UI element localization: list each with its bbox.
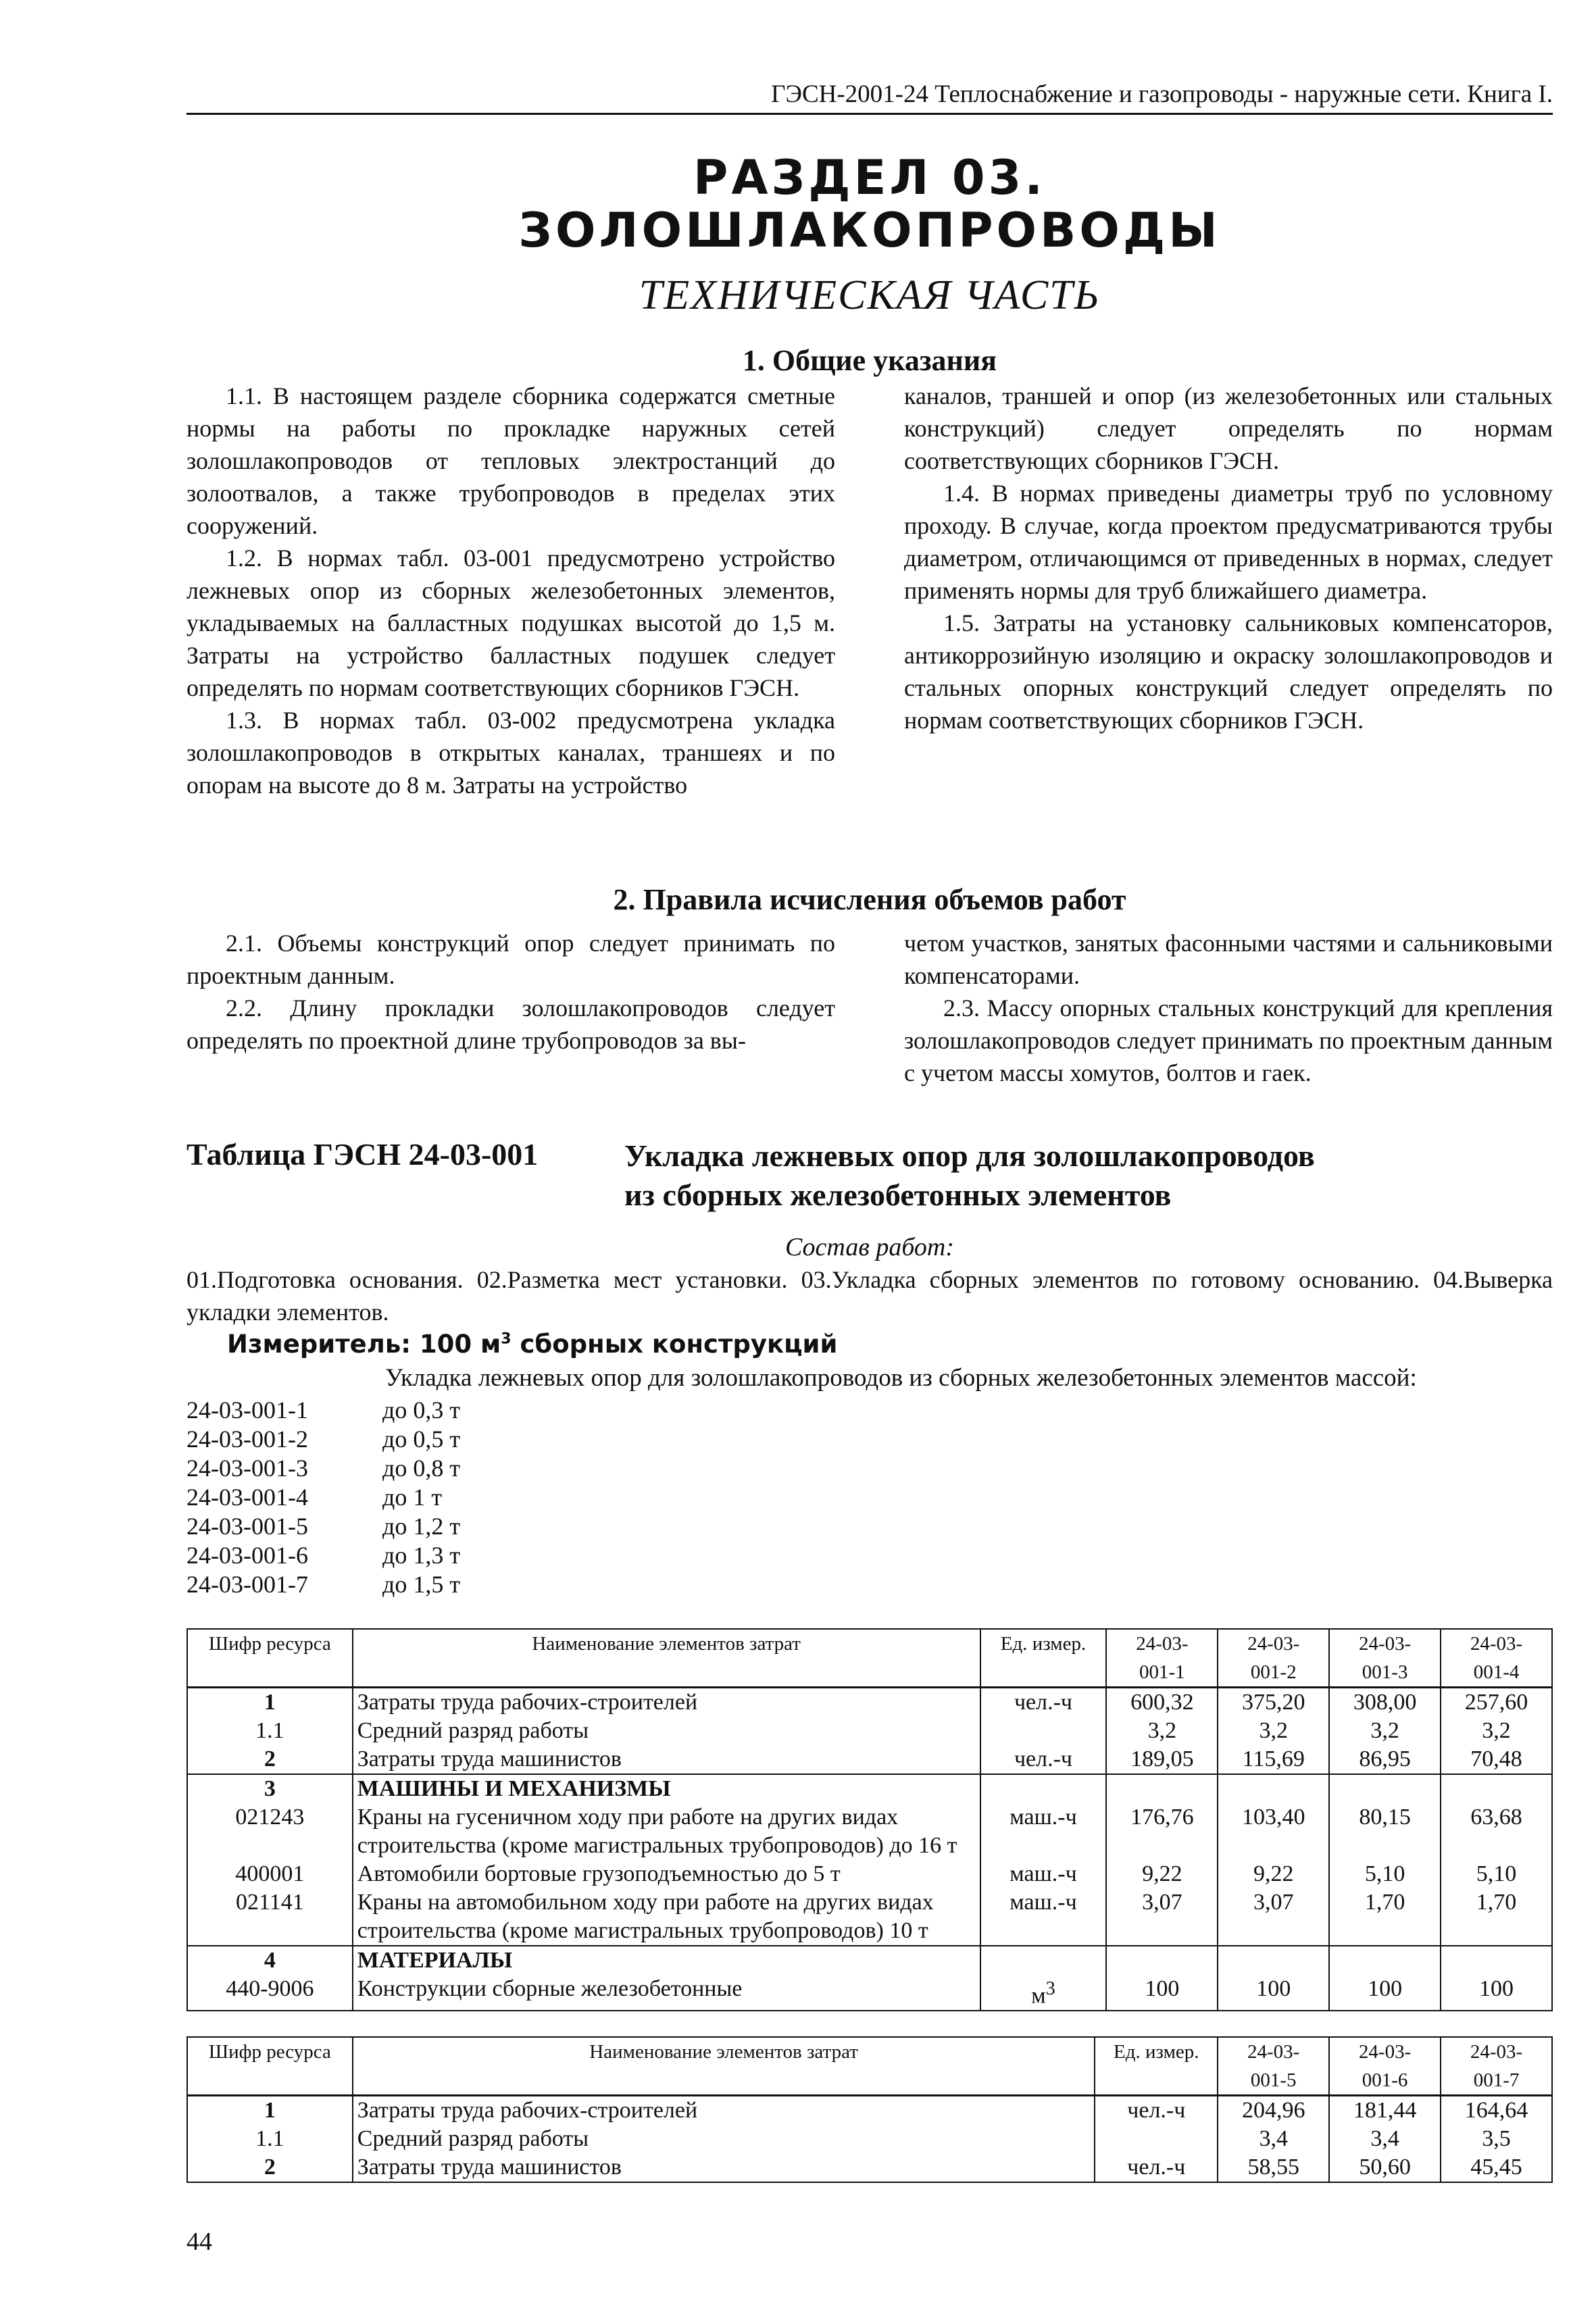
- header-col-4-b: 001-4: [1473, 1661, 1520, 1683]
- cell-code: 3: [187, 1774, 353, 1803]
- header-col-5-b: 001-5: [1250, 2069, 1297, 2091]
- cell-value: 176,76: [1106, 1803, 1218, 1860]
- works-title: Состав работ:: [784, 1233, 955, 1261]
- paragraph-2-3: 2.3. Массу опорных стальных конструкций для крепления золошлакопроводов следует принимать по проектным данным с учетом массы хомутов, болтов и гаек.: [904, 995, 1553, 1086]
- measure-tail: сборных конструкций: [511, 1330, 838, 1359]
- cell-value: 70,48: [1441, 1745, 1552, 1774]
- header-unit: Ед. измер.: [1095, 2037, 1218, 2096]
- general-text: [186, 380, 1553, 801]
- code: 24-03-001-6: [186, 1542, 308, 1569]
- header-col-2-a: 24-03-: [1247, 1633, 1300, 1655]
- header-col-5-a: 24-03-: [1247, 2041, 1300, 2063]
- table-row: [187, 1688, 1552, 1717]
- measure-label: Измеритель: 100 м: [227, 1330, 501, 1359]
- code: 24-03-001-7: [186, 1571, 308, 1598]
- cell-name: Средний разряд работы: [353, 1717, 980, 1745]
- header-col-7-b: 001-7: [1473, 2069, 1520, 2091]
- code: 24-03-001-5: [186, 1513, 308, 1540]
- table-group-row: [187, 1774, 1552, 1803]
- cell-value: 189,05: [1106, 1745, 1218, 1774]
- resource-table-1: [186, 1628, 1553, 2011]
- paragraph-2-2: 2.2. Длину прокладки золошлакопроводов следует определять по проектной длине трубопроводов за вы-: [186, 995, 835, 1054]
- cell-unit: чел.-ч: [1095, 2096, 1218, 2126]
- header-col-4-a: 24-03-: [1470, 1633, 1523, 1655]
- paragraph-2-2-cont: четом участков, занятых фасонными частями и сальниковыми компенсаторами.: [904, 930, 1553, 989]
- cell-code: 2: [187, 1745, 353, 1774]
- code: 24-03-001-4: [186, 1484, 308, 1511]
- header-col-4: [1441, 1629, 1552, 1688]
- works-list: 01.Подготовка основания. 02.Разметка мест установки. 03.Укладка сборных элементов по готовому основанию. 04.Выверка укладки элементов.: [186, 1266, 1553, 1326]
- table-row: [187, 1803, 1552, 1860]
- table-intro: Укладка лежневых опор для золошлакопроводов из сборных железобетонных элементов массой:: [385, 1364, 1417, 1392]
- cell-unit: [980, 1975, 1107, 2011]
- cell-value: 100: [1218, 1975, 1329, 2011]
- resource-table-2: [186, 2036, 1553, 2183]
- table-name-line-2: из сборных железобетонных элементов: [624, 1178, 1172, 1212]
- header-col-6-a: 24-03-: [1358, 2041, 1412, 2063]
- rules-text: [186, 927, 1553, 1089]
- cell-unit: чел.-ч: [980, 1688, 1107, 1717]
- general-right-column: [904, 380, 1553, 801]
- header-col-3-a: 24-03-: [1358, 1633, 1412, 1655]
- cell-code: 1.1: [187, 2125, 353, 2153]
- code-desc: до 1,5 т: [382, 1571, 461, 1598]
- cell-value: 1,70: [1441, 1888, 1552, 1946]
- code-list: [186, 1396, 460, 1599]
- cell-code: 021243: [187, 1803, 353, 1860]
- cell-code: 1.1: [187, 1717, 353, 1745]
- group-title: МАШИНЫ И МЕХАНИЗМЫ: [353, 1774, 980, 1803]
- cell-value: 86,95: [1329, 1745, 1441, 1774]
- header-col-6-b: 001-6: [1362, 2069, 1408, 2091]
- cell-value: 100: [1329, 1975, 1441, 2011]
- code-row: [186, 1454, 460, 1483]
- cell-value: 100: [1441, 1975, 1552, 2011]
- section-number: РАЗДЕЛ 03.: [693, 150, 1046, 205]
- code-row: [186, 1483, 460, 1512]
- cell-name: Затраты труда рабочих-строителей: [353, 1688, 980, 1717]
- cell-value: 204,96: [1218, 2096, 1329, 2126]
- section-title: ЗОЛОШЛАКОПРОВОДЫ: [518, 203, 1221, 258]
- rules-heading: 2. Правила исчисления объемов работ: [613, 883, 1126, 916]
- measure: [227, 1330, 837, 1359]
- cell-name: [353, 1803, 980, 1860]
- cell-code: 400001: [187, 1860, 353, 1888]
- cell-code: 2: [187, 2153, 353, 2182]
- header-col-3: [1329, 1629, 1441, 1688]
- cell-unit: чел.-ч: [980, 1745, 1107, 1774]
- table-row: [187, 2096, 1552, 2126]
- general-heading: 1. Общие указания: [742, 344, 997, 377]
- cell-value: 181,44: [1329, 2096, 1441, 2126]
- paragraph-1-1: 1.1. В настоящем разделе сборника содержатся сметные нормы на работы по прокладке наружных сетей золошлакопроводов от тепловых электростанций до золоотвалов, а также трубопроводов в пределах этих сооружений.: [186, 382, 835, 539]
- unit-sup: 3: [1045, 1978, 1055, 1999]
- code-desc: до 1 т: [382, 1484, 443, 1511]
- header-code: Шифр ресурса: [187, 1629, 353, 1688]
- code-row: [186, 1570, 460, 1599]
- cell-value: 257,60: [1441, 1688, 1552, 1717]
- table-name-line-1: Укладка лежневых опор для золошлакопроводов: [624, 1138, 1315, 1173]
- cell-code: 021141: [187, 1888, 353, 1946]
- header-col-3-b: 001-3: [1362, 1661, 1408, 1683]
- paragraph-1-4: 1.4. В нормах приведены диаметры труб по условному проходу. В случае, когда проектом предусматриваются трубы диаметром, отличающимся от приведенных в нормах, следует применять нормы для труб ближайшего диаметра.: [904, 480, 1553, 604]
- cell-empty: [1441, 1774, 1552, 1803]
- table-group-row: [187, 1946, 1552, 1975]
- paragraph-2-1: 2.1. Объемы конструкций опор следует принимать по проектным данным.: [186, 930, 835, 989]
- cell-value: 375,20: [1218, 1688, 1329, 1717]
- table-row: [187, 2125, 1552, 2153]
- paragraph-1-3: 1.3. В нормах табл. 03-002 предусмотрена укладка золошлакопроводов в открытых каналах, траншеях и по опорам на высоте до 8 м. Затраты на устройство: [186, 707, 835, 799]
- code: 24-03-001-2: [186, 1426, 308, 1453]
- cell-value: 80,15: [1329, 1803, 1441, 1860]
- header-code: Шифр ресурса: [187, 2037, 353, 2096]
- cell-code: 1: [187, 2096, 353, 2126]
- cell-unit: [1095, 2125, 1218, 2153]
- header-col-1-b: 001-1: [1139, 1661, 1185, 1683]
- rules-left-column: [186, 927, 835, 1089]
- cell-empty: [1106, 1774, 1218, 1803]
- cell-value: 3,07: [1106, 1888, 1218, 1946]
- table-row: [187, 1888, 1552, 1946]
- code-row: [186, 1396, 460, 1425]
- cell-value: 3,4: [1329, 2125, 1441, 2153]
- cell-value: 50,60: [1329, 2153, 1441, 2182]
- cell-unit: маш.-ч: [980, 1888, 1107, 1946]
- cell-unit: маш.-ч: [980, 1803, 1107, 1860]
- general-left-column: [186, 380, 835, 801]
- header-col-7-a: 24-03-: [1470, 2041, 1523, 2063]
- code-desc: до 1,3 т: [382, 1542, 461, 1569]
- cell-value: 3,07: [1218, 1888, 1329, 1946]
- cell-unit: чел.-ч: [1095, 2153, 1218, 2182]
- cell-value: 5,10: [1329, 1860, 1441, 1888]
- cell-value: 3,2: [1218, 1717, 1329, 1745]
- cell-empty: [1106, 1946, 1218, 1975]
- cell-value: 1,70: [1329, 1888, 1441, 1946]
- code-desc: до 0,3 т: [382, 1397, 461, 1424]
- cell-name: Затраты труда машинистов: [353, 2153, 1095, 2182]
- cell-value: 9,22: [1106, 1860, 1218, 1888]
- cell-name: Затраты труда рабочих-строителей: [353, 2096, 1095, 2126]
- header-col-2-b: 001-2: [1250, 1661, 1297, 1683]
- header-col-2: [1218, 1629, 1329, 1688]
- cell-value: 3,5: [1441, 2125, 1552, 2153]
- cell-unit: [980, 1717, 1107, 1745]
- table-header-row: [187, 2037, 1552, 2096]
- cell-value: 164,64: [1441, 2096, 1552, 2126]
- cell-empty: [1218, 1774, 1329, 1803]
- code-row: [186, 1541, 460, 1570]
- cell-value: 5,10: [1441, 1860, 1552, 1888]
- paragraph-1-2: 1.2. В нормах табл. 03-001 предусмотрено устройство лежневых опор из сборных железобетонных элементов, укладываемых на балластных подушках высотой до 1,5 м. Затраты на устройство балластных подушек следует определять по нормам соответствующих сборников ГЭСН.: [186, 545, 835, 701]
- cell-name-line-1: Краны на автомобильном ходу при работе на других видах: [357, 1890, 934, 1915]
- code-row: [186, 1425, 460, 1454]
- cell-code: 1: [187, 1688, 353, 1717]
- cell-value: 3,4: [1218, 2125, 1329, 2153]
- cell-name: Автомобили бортовые грузоподъемностью до 5 т: [353, 1860, 980, 1888]
- header-col-1: [1106, 1629, 1218, 1688]
- code: 24-03-001-3: [186, 1455, 308, 1482]
- paragraph-1-5: 1.5. Затраты на установку сальниковых компенсаторов, антикоррозийную изоляцию и окраску золошлакопроводов и стальных опорных конструкций следует определять по нормам соответствующих сборников ГЭСН.: [904, 609, 1553, 734]
- cell-code: 440-9006: [187, 1975, 353, 2011]
- cell-value: 3,2: [1329, 1717, 1441, 1745]
- table-row: [187, 1745, 1552, 1774]
- cell-value: 9,22: [1218, 1860, 1329, 1888]
- table-row: [187, 2153, 1552, 2182]
- cell-name: Средний разряд работы: [353, 2125, 1095, 2153]
- header-col-1-a: 24-03-: [1136, 1633, 1189, 1655]
- cell-unit: маш.-ч: [980, 1860, 1107, 1888]
- table-header-row: [187, 1629, 1552, 1688]
- table-code: Таблица ГЭСН 24-03-001: [186, 1137, 539, 1172]
- code: 24-03-001-1: [186, 1397, 308, 1424]
- cell-empty: [1218, 1946, 1329, 1975]
- table-heading: [186, 1136, 1553, 1217]
- code-row: [186, 1512, 460, 1541]
- header-name: Наименование элементов затрат: [353, 2037, 1095, 2096]
- cell-code: 4: [187, 1946, 353, 1975]
- cell-empty: [1329, 1774, 1441, 1803]
- code-desc: до 1,2 т: [382, 1513, 461, 1540]
- cell-value: 600,32: [1106, 1688, 1218, 1717]
- cell-empty: [1329, 1946, 1441, 1975]
- header-unit: Ед. измер.: [980, 1629, 1107, 1688]
- cell-value: 3,2: [1106, 1717, 1218, 1745]
- cell-value: 100: [1106, 1975, 1218, 2011]
- measure-sup: 3: [501, 1330, 512, 1348]
- code-desc: до 0,5 т: [382, 1426, 461, 1453]
- technical-part-title: ТЕХНИЧЕСКАЯ ЧАСТЬ: [639, 272, 1101, 318]
- cell-value: 58,55: [1218, 2153, 1329, 2182]
- cell-name: [353, 1888, 980, 1946]
- cell-empty: [980, 1946, 1107, 1975]
- rules-right-column: [904, 927, 1553, 1089]
- table-name: [624, 1136, 1315, 1215]
- header-name: Наименование элементов затрат: [353, 1629, 980, 1688]
- cell-value: 45,45: [1441, 2153, 1552, 2182]
- cell-value: 115,69: [1218, 1745, 1329, 1774]
- cell-empty: [980, 1774, 1107, 1803]
- page-number: 44: [186, 2228, 212, 2256]
- table-row: [187, 1717, 1552, 1745]
- table-row: [187, 1975, 1552, 2011]
- unit-base: м: [1031, 1983, 1046, 2009]
- group-title: МАТЕРИАЛЫ: [353, 1946, 980, 1975]
- cell-empty: [1441, 1946, 1552, 1975]
- code-desc: до 0,8 т: [382, 1455, 461, 1482]
- cell-name-line-1: Краны на гусеничном ходу при работе на других видах: [357, 1805, 899, 1830]
- cell-value: 308,00: [1329, 1688, 1441, 1717]
- paragraph-1-3-cont: каналов, траншей и опор (из железобетонных или стальных конструкций) следует определять по нормам соответствующих сборников ГЭСН.: [904, 382, 1553, 474]
- header-col-7: [1441, 2037, 1552, 2096]
- header-col-6: [1329, 2037, 1441, 2096]
- cell-value: 3,2: [1441, 1717, 1552, 1745]
- running-header: ГЭСН-2001-24 Теплоснабжение и газопроводы - наружные сети. Книга I.: [186, 80, 1553, 115]
- cell-name-line-2: строительства (кроме магистральных трубопроводов) 10 т: [357, 1918, 928, 1943]
- header-col-5: [1218, 2037, 1329, 2096]
- table-row: [187, 1860, 1552, 1888]
- cell-name-line-2: строительства (кроме магистральных трубопроводов) до 16 т: [357, 1833, 957, 1858]
- cell-value: 103,40: [1218, 1803, 1329, 1860]
- cell-name: Затраты труда машинистов: [353, 1745, 980, 1774]
- cell-value: 63,68: [1441, 1803, 1552, 1860]
- cell-name: Конструкции сборные железобетонные: [353, 1975, 980, 2011]
